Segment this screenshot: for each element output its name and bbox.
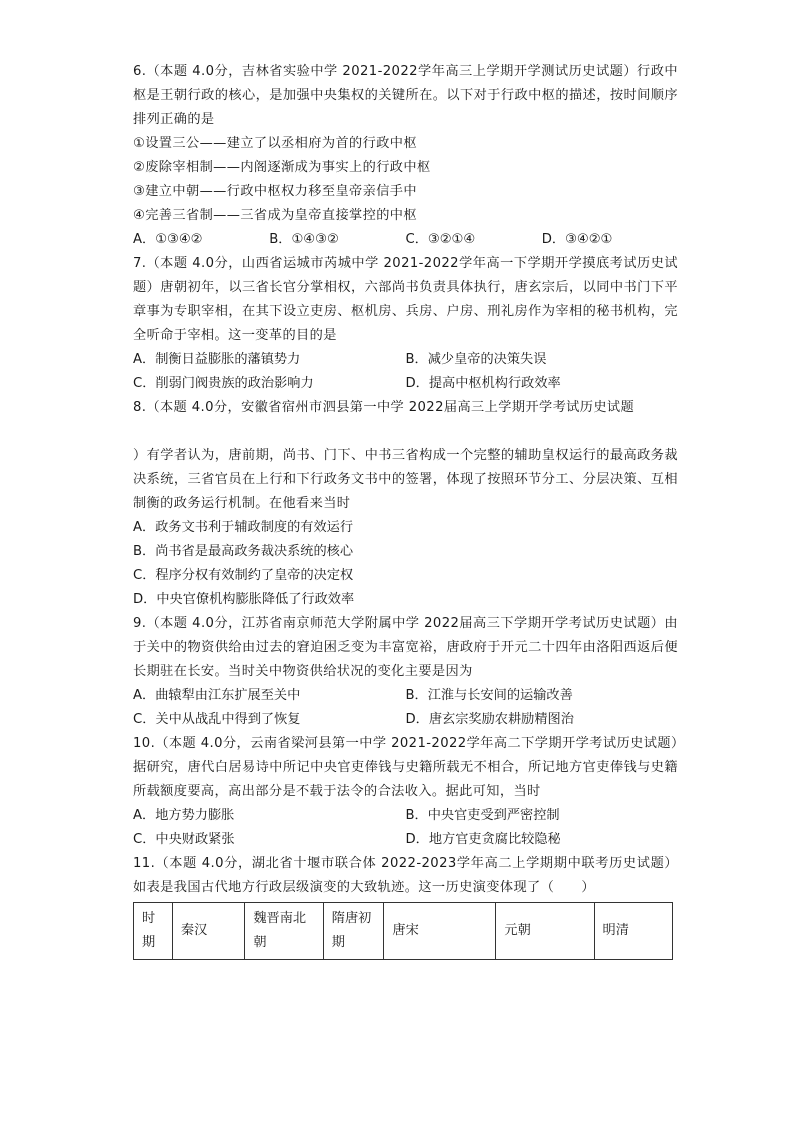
question-8-stem: ）有学者认为，唐前期，尚书、门下、中书三省构成一个完整的辅助皇权运行的最高政务裁决系统，三省官员在上行和下行政务文书中的签署，体现了按照环节分工、分层决策、互相制衡的政务运行机制。在他看来当时: [133, 448, 678, 511]
question-11: [133, 852, 678, 960]
question-10: [133, 732, 678, 852]
administrative-levels-table: [133, 902, 673, 960]
question-9: [133, 612, 678, 732]
question-7-option-d[interactable]: D．提高中枢机构行政效率: [405, 376, 561, 391]
question-6-statement-1: ①设置三公——建立了以丞相府为首的行政中枢: [133, 136, 417, 151]
question-7-option-b[interactable]: B．减少皇帝的决策失误: [405, 352, 547, 367]
question-8-option-d[interactable]: D．中央官僚机构膨胀降低了行政效率: [133, 592, 355, 607]
exam-page: [133, 60, 678, 960]
table-header-cell: 隋唐初期: [323, 903, 384, 960]
question-6-stem: 6.（本题 4.0分，吉林省实验中学 2021-2022学年高三上学期开学测试历史试题）行政中枢是王朝行政的核心，是加强中央集权的关键所在。以下对于行政中枢的描述，按时间顺序排列正确的是: [133, 64, 678, 127]
question-10-stem: 10.（本题 4.0分，云南省梁河县第一中学 2021-2022学年高二下学期开学考试历史试题）据研究，唐代白居易诗中所记中央官吏俸钱与史籍所载无不相合，所记地方官吏俸钱与史籍所载额度要高，高出部分是不载于法令的合法收入。据此可知，当时: [133, 736, 678, 799]
question-7-option-a[interactable]: A．制衡日益膨胀的藩镇势力: [133, 352, 301, 367]
question-8-option-a[interactable]: A．政务文书利于辅政制度的有效运行: [133, 520, 354, 535]
question-6-statement-3: ③建立中朝——行政中枢权力移至皇帝亲信手中: [133, 184, 417, 199]
question-9-option-b[interactable]: B．江淮与长安间的运输改善: [405, 688, 573, 703]
question-6-option-c[interactable]: C．③②①④: [405, 232, 476, 247]
question-9-option-d[interactable]: D．唐玄宗奖励农耕励精图治: [405, 712, 574, 727]
question-9-options-row-2: [133, 708, 678, 732]
question-9-stem: 9.（本题 4.0分，江苏省南京师范大学附属中学 2022届高三下学期开学考试历史试题）由于关中的物资供给由过去的窘迫困乏变为丰富宽裕，唐政府于开元二十四年由洛阳西返后便长期驻在长安。当时关中物资供给状况的变化主要是因为: [133, 616, 678, 679]
question-8-option-c[interactable]: C．程序分权有效制约了皇帝的决定权: [133, 568, 354, 583]
question-8-option-b[interactable]: B．尚书省是最高政务裁决系统的核心: [133, 544, 354, 559]
table-header-cell: 元朝: [496, 903, 594, 960]
question-6-statement-2: ②废除宰相制——内阁逐渐成为事实上的行政中枢: [133, 160, 431, 175]
question-7: [133, 252, 678, 396]
blank-line: [133, 420, 678, 444]
question-10-option-b[interactable]: B．中央官吏受到严密控制: [405, 808, 560, 823]
question-10-option-a[interactable]: A．地方势力膨胀: [133, 808, 235, 823]
table-header-cell: 明清: [594, 903, 672, 960]
question-10-option-d[interactable]: D．地方官吏贪腐比较隐秘: [405, 832, 561, 847]
table-header-cell: 唐宋: [384, 903, 496, 960]
table-header-cell: 时期: [134, 903, 173, 960]
question-7-option-c[interactable]: C．削弱门阀贵族的政治影响力: [133, 376, 314, 391]
question-9-option-c[interactable]: C．关中从战乱中得到了恢复: [133, 712, 301, 727]
table-header-cell: 魏晋南北朝: [245, 903, 323, 960]
question-10-options-row-2: [133, 828, 678, 852]
question-6-options: [133, 228, 678, 252]
question-6-statement-4: ④完善三省制——三省成为皇帝直接掌控的中枢: [133, 208, 417, 223]
question-10-option-c[interactable]: C．中央财政紧张: [133, 832, 235, 847]
question-9-option-a[interactable]: A．曲辕犁由江东扩展至关中: [133, 688, 301, 703]
question-8: [133, 396, 678, 612]
question-8-options: [133, 516, 678, 612]
question-6-option-b[interactable]: B．①④③②: [269, 232, 339, 247]
question-11-stem: 11.（本题 4.0分，湖北省十堰市联合体 2022-2023学年高二上学期期中联考历史试题）如表是我国古代地方行政层级演变的大致轨迹。这一历史演变体现了（ ）: [133, 856, 678, 895]
question-7-options-row-1: [133, 348, 678, 372]
table-header-cell: 秦汉: [172, 903, 244, 960]
question-7-options-row-2: [133, 372, 678, 396]
question-10-options-row-1: [133, 804, 678, 828]
table-header-row: [134, 903, 673, 960]
question-6-option-d[interactable]: D．③④②①: [541, 232, 613, 247]
question-6: [133, 60, 678, 252]
question-9-options-row-1: [133, 684, 678, 708]
question-6-option-a[interactable]: A．①③④②: [133, 232, 203, 247]
question-7-stem: 7.（本题 4.0分，山西省运城市芮城中学 2021-2022学年高一下学期开学摸底考试历史试题）唐朝初年，以三省长官分掌相权，六部尚书负责具体执行，唐玄宗后，以同中书门下平章事为专职宰相，在其下设立吏房、枢机房、兵房、户房、刑礼房作为宰相的秘书机构，完全听命于宰相。这一变革的目的是: [133, 256, 678, 343]
question-8-heading: 8.（本题 4.0分，安徽省宿州市泗县第一中学 2022届高三上学期开学考试历史试题: [133, 400, 635, 415]
